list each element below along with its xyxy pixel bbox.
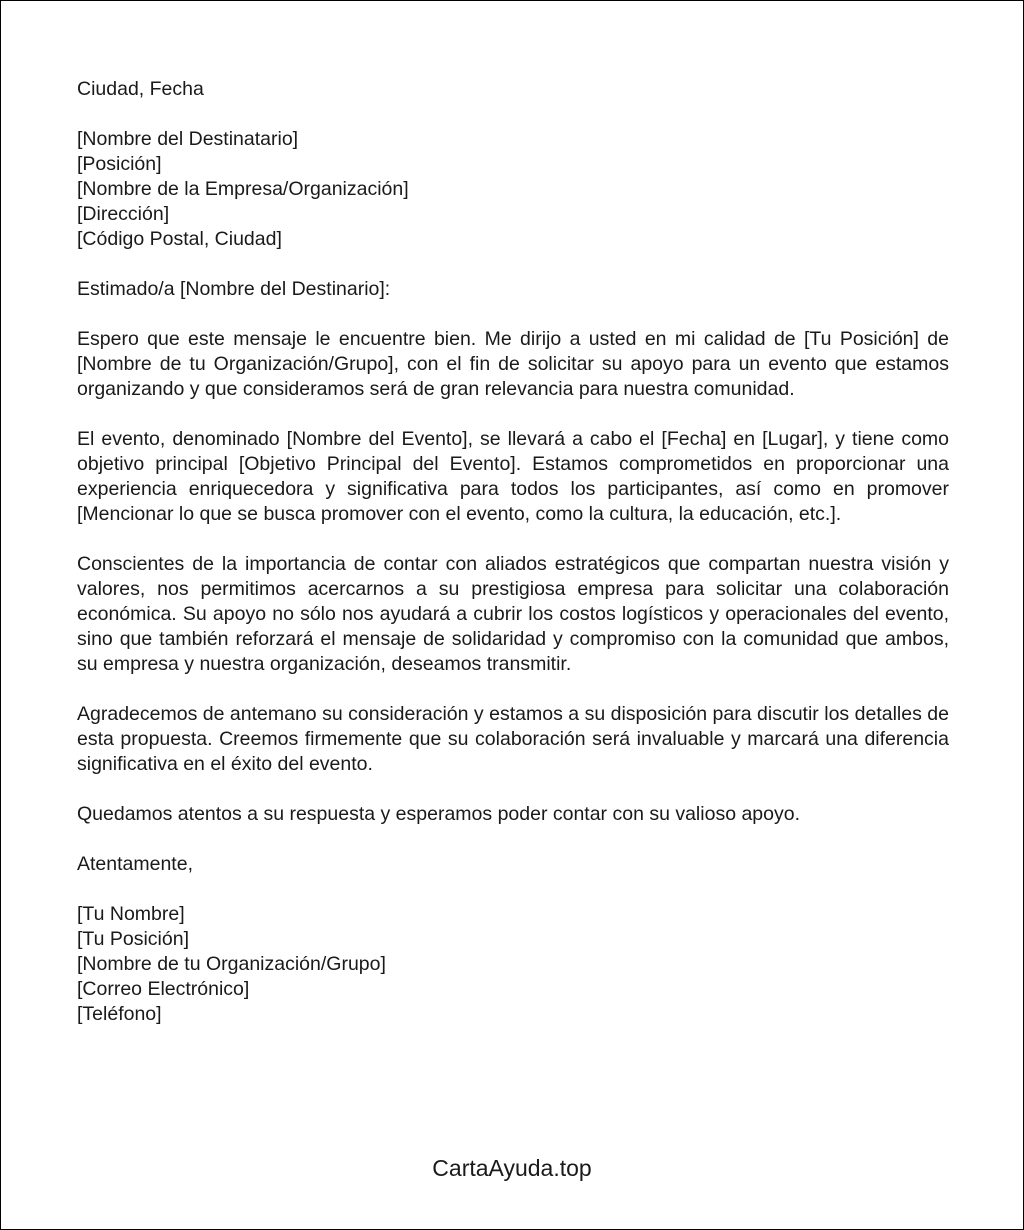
signature-organization: [Nombre de tu Organización/Grupo] (77, 953, 386, 975)
recipient-block (77, 127, 949, 252)
recipient-address: [Dirección] (77, 203, 170, 225)
recipient-company: [Nombre de la Empresa/Organización] (77, 178, 409, 200)
signature-phone: [Teléfono] (77, 1003, 162, 1025)
recipient-name: [Nombre del Destinatario] (77, 128, 299, 150)
city-date (77, 77, 949, 102)
signature-name: [Tu Nombre] (77, 903, 185, 925)
letter-body (77, 77, 949, 1052)
closing (77, 852, 949, 877)
closing-text: Atentamente, (77, 853, 193, 875)
recipient-position: [Posición] (77, 153, 162, 175)
paragraph-thanks: Agradecemos de antemano su consideración y estamos a su disposición para discutir los detalles de esta propuesta. Creemos firmemente que su colaboración será invaluable y marcará una diferencia significativa en el éxito del evento. (77, 703, 949, 775)
salutation-text: Estimado/a [Nombre del Destinario]: (77, 278, 391, 300)
paragraph-intro: Espero que este mensaje le encuentre bien. Me dirijo a usted en mi calidad de [Tu Posición] de [Nombre de tu Organización/Grupo], con el fin de solicitar su apoyo para un evento que estamos organizando y que consideramos será de gran relevancia para nuestra comunidad. (77, 328, 949, 400)
paragraph-waiting: Quedamos atentos a su respuesta y esperamos poder contar con su valioso apoyo. (77, 803, 801, 825)
paragraph-event: El evento, denominado [Nombre del Evento], se llevará a cabo el [Fecha] en [Lugar], y tiene como objetivo principal [Objetivo Principal del Evento]. Estamos comprometidos en proporcionar una experiencia enriquecedora y significativa para todos los participantes, así como en promover [Mencionar lo que se busca promover con el evento, como la cultura, la educación, etc.]. (77, 428, 949, 525)
signature-email: [Correo Electrónico] (77, 978, 250, 1000)
footer-site: CartaAyuda.top (432, 1155, 592, 1181)
salutation (77, 277, 949, 302)
signature-block (77, 902, 949, 1027)
city-date-text: Ciudad, Fecha (77, 78, 204, 100)
signature-position: [Tu Posición] (77, 928, 189, 950)
recipient-postal-city: [Código Postal, Ciudad] (77, 228, 282, 250)
paragraph-request: Conscientes de la importancia de contar con aliados estratégicos que compartan nuestra visión y valores, nos permitimos acercarnos a su prestigiosa empresa para solicitar una colaboración económica. Su apoyo no sólo nos ayudará a cubrir los costos logísticos y operacionales del evento, sino que también reforzará el mensaje de solidaridad y compromiso con la comunidad que ambos, su empresa y nuestra organización, deseamos transmitir. (77, 553, 949, 675)
